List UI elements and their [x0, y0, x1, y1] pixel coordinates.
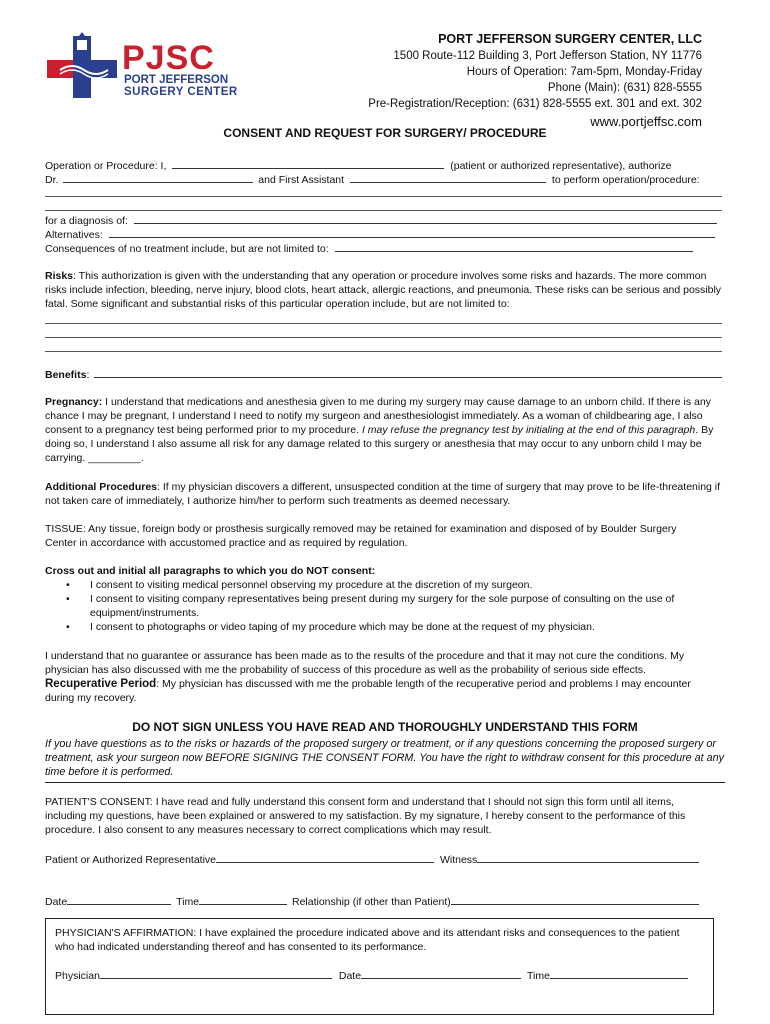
pregnancy-paragraph: [45, 395, 725, 465]
crossout-heading: Cross out and initial all paragraphs to which you do NOT consent:: [45, 565, 376, 577]
alternatives-label: Alternatives:: [45, 229, 103, 241]
patient-name-field[interactable]: [172, 158, 444, 169]
physician-time-label: Time: [526, 970, 550, 982]
bullet-icon: •: [66, 621, 70, 633]
diagnosis-label: for a diagnosis of:: [45, 215, 128, 227]
logo-subtitle-1: PORT JEFFERSON: [124, 74, 229, 86]
company-phone: Phone (Main): (631) 828-5555: [547, 82, 702, 94]
perform-text: to perform operation/procedure:: [551, 174, 700, 186]
physician-time-field[interactable]: [550, 968, 688, 979]
diagnosis-field[interactable]: [134, 213, 717, 224]
logo: [40, 30, 280, 100]
witness-signature-field[interactable]: [477, 852, 699, 863]
recuperative-label: Recuperative Period: [45, 678, 157, 690]
operation-line-2: [45, 172, 700, 187]
physician-affirmation-text: PHYSICIAN'S AFFIRMATION: I have explained the procedure indicated above and its attendant risks and consequences to the patient who had indicated understanding thereof and has consented to its performance.: [55, 927, 680, 953]
consequences-field[interactable]: [335, 241, 693, 252]
pregnancy-text-1: I understand that medications and anesthesia given to me during my surgery may cause damage to an unborn child. If there is any chance I may be pregnant, I understand I need to notify my surgeon and anesthesiologist immediately. As a woman of childbearing age, I also consent to a pregnancy test being performed prior to my procedure.: [45, 396, 711, 436]
bullet-icon: •: [66, 579, 70, 591]
physician-date-label: Date: [338, 970, 362, 982]
patient-consent-paragraph: PATIENT'S CONSENT: I have read and fully understand this consent form and understand that I should not sign this form until all items, including my questions, have been explained or answered to my satisfaction. By my signature, I hereby consent to the performance of this procedure. I also consent to any measures necessary to correct complications which may result.: [45, 796, 686, 836]
tissue-paragraph: TISSUE: Any tissue, foreign body or prosthesis surgically removed may be retained for examination and disposed of by Boulder Surgery Center in accordance with accustomed practice and as required by regulation.: [45, 523, 677, 549]
benefits-row: Benefits:: [45, 367, 722, 382]
operation-line-1: [45, 158, 671, 173]
form-title: CONSENT AND REQUEST FOR SURGERY/ PROCEDURE: [223, 126, 547, 140]
guarantee-paragraph: I understand that no guarantee or assurance has been made as to the results of the procedure and that it may not cure the conditions. My physician has also discussed with me the probability of success of this procedure as well as the probability of serious side effects.: [45, 650, 685, 676]
procedure-line-2[interactable]: [45, 210, 722, 211]
diagnosis-row: [45, 213, 717, 228]
benefits-field[interactable]: [94, 367, 722, 378]
date-label: Date: [45, 896, 68, 908]
consent-item-observers[interactable]: • I consent to visiting medical personnel observing my procedure at the discretion of my surgeon.: [66, 579, 533, 591]
procedure-line-1[interactable]: [45, 196, 722, 197]
warning-heading: DO NOT SIGN UNLESS YOU HAVE READ AND THOROUGHLY UNDERSTAND THIS FORM: [132, 720, 638, 734]
risks-line-2[interactable]: [45, 337, 722, 338]
risks-label: Risks: [45, 270, 74, 282]
logo-text: PJSC: [122, 39, 215, 77]
operation-label: Operation or Procedure: I,: [45, 160, 167, 172]
patient-rep-label: Patient or Authorized Representative: [45, 854, 217, 866]
consequences-label: Consequences of no treatment include, but are not limited to:: [45, 243, 329, 255]
physician-date-field[interactable]: [361, 968, 521, 979]
physician-affirmation-box: [45, 918, 714, 1015]
company-website[interactable]: www.portjeffsc.com: [590, 114, 702, 129]
patient-signature-row: [45, 852, 699, 867]
benefits-label: Benefits: [45, 369, 87, 381]
section-divider: [45, 782, 725, 783]
company-hours: Hours of Operation: 7am-5pm, Monday-Friday: [466, 66, 702, 78]
witness-label: Witness: [439, 854, 478, 866]
consequences-row: [45, 241, 693, 256]
doctor-name-field[interactable]: [63, 172, 253, 183]
time-label: Time: [176, 896, 200, 908]
first-assistant-field[interactable]: [350, 172, 546, 183]
risks-line-1[interactable]: [45, 323, 722, 324]
first-assistant-label: and First Assistant: [258, 174, 345, 186]
company-prereg: Pre-Registration/Reception: (631) 828-5555 ext. 301 and ext. 302: [368, 98, 702, 110]
consent-item-photographs[interactable]: • I consent to photographs or video taping of my procedure which may be done at the request of my physician.: [66, 621, 595, 633]
company-name: PORT JEFFERSON SURGERY CENTER, LLC: [438, 32, 702, 46]
patient-rep-signature-field[interactable]: [216, 852, 434, 863]
pregnancy-label: Pregnancy:: [45, 396, 103, 408]
risks-line-3[interactable]: [45, 351, 722, 352]
warning-text: If you have questions as to the risks or hazards of the proposed surgery or treatment, or if any questions concerning the proposed surgery or treatment, ask your surgeon now BEFORE SIGNING THE CONSENT FORM. You have the right to withdraw consent for this procedure at any time before it is performed.: [45, 738, 725, 778]
authorize-text: (patient or authorized representative), authorize: [450, 160, 672, 172]
logo-subtitle-2: SURGERY CENTER: [124, 86, 238, 98]
company-info: [282, 30, 702, 132]
recuperative-paragraph: [45, 677, 715, 705]
date-time-row: [45, 894, 699, 909]
additional-label: Additional Procedures: [45, 481, 158, 493]
relationship-label: Relationship (if other than Patient): [291, 896, 451, 908]
risks-paragraph: [45, 269, 725, 311]
alternatives-row: [45, 227, 715, 242]
pregnancy-text-2: . By doing so, I understand I also assume all risk for any damage related to this surgery or anesthesia that may occur to any unborn child I may be carrying. _________.: [45, 424, 714, 464]
recuperative-text: : My physician has discussed with me the probable length of the recuperative period and problems I may encounter during my recovery.: [45, 678, 691, 704]
crossout-list: [45, 578, 725, 634]
relationship-field[interactable]: [451, 894, 699, 905]
physician-label: Physician: [55, 970, 100, 982]
pregnancy-italic: I may refuse the pregnancy test by initialing at the end of this paragraph: [361, 424, 696, 436]
company-address: 1500 Route-112 Building 3, Port Jefferson Station, NY 11776: [393, 50, 702, 62]
additional-procedures-paragraph: [45, 480, 725, 508]
physician-signature-row: [55, 968, 688, 983]
date-field[interactable]: [67, 894, 171, 905]
physician-signature-field[interactable]: [100, 968, 332, 979]
bullet-icon: •: [66, 593, 70, 605]
additional-text: : If my physician discovers a different, unsuspected condition at the time of surgery that may prove to be life-threatening if not taken care of immediately, I authorize him/her to perform such treatments as deemed necessary.: [45, 481, 721, 507]
time-field[interactable]: [199, 894, 287, 905]
risks-text: : This authorization is given with the understanding that any operation or procedure involves some risks and hazards. The more common risks include infection, bleeding, nerve injury, blood clots, heart attack, allergic reactions, and pneumonia. These risks can be serious and possibly fatal. Some significant and substantial risks of this particular operation include, but are not limited to:: [45, 270, 722, 310]
consent-item-company-reps[interactable]: • I consent to visiting company representatives being present during my surgery for the sole purpose of consulting on the use of equipment/instruments.: [66, 593, 675, 619]
alternatives-field[interactable]: [109, 227, 715, 238]
dr-label: Dr.: [45, 174, 59, 186]
